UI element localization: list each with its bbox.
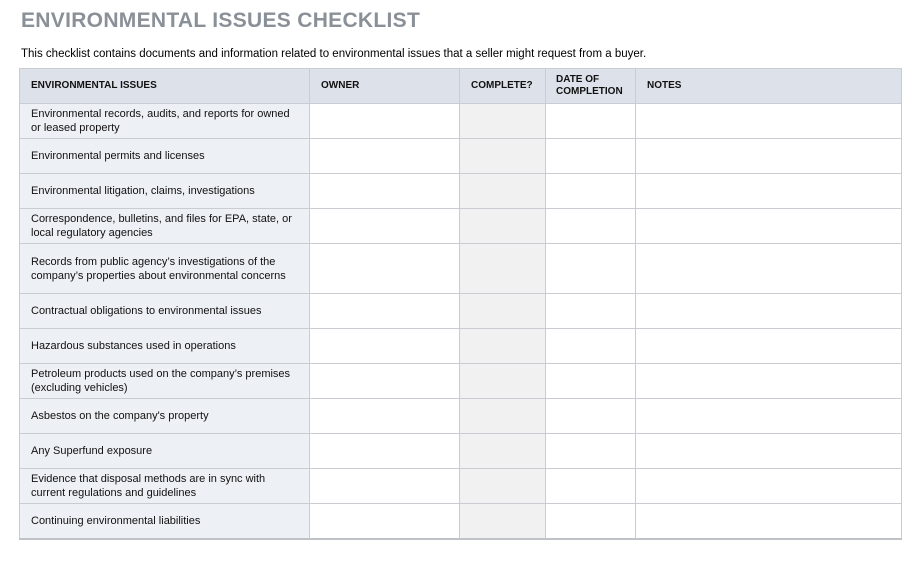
owner-cell[interactable]: [310, 399, 460, 434]
table-row: [20, 364, 902, 399]
date-cell[interactable]: [546, 504, 636, 539]
table-row: [20, 104, 902, 139]
table-row: [20, 469, 902, 504]
date-cell[interactable]: [546, 139, 636, 174]
notes-cell[interactable]: [636, 504, 902, 539]
table-row: [20, 399, 902, 434]
issue-cell: Environmental records, audits, and reports for owned or leased property: [20, 104, 310, 139]
date-cell[interactable]: [546, 399, 636, 434]
issue-cell: Environmental litigation, claims, investigations: [20, 174, 310, 209]
complete-cell[interactable]: [460, 434, 546, 469]
table-row: [20, 174, 902, 209]
date-cell[interactable]: [546, 244, 636, 294]
owner-cell[interactable]: [310, 329, 460, 364]
issue-cell: Any Superfund exposure: [20, 434, 310, 469]
complete-cell[interactable]: [460, 139, 546, 174]
issue-cell: Hazardous substances used in operations: [20, 329, 310, 364]
page-title: ENVIRONMENTAL ISSUES CHECKLIST: [21, 9, 421, 32]
complete-cell[interactable]: [460, 364, 546, 399]
owner-cell[interactable]: [310, 104, 460, 139]
table-header-row: [20, 69, 902, 104]
owner-cell[interactable]: [310, 469, 460, 504]
date-cell[interactable]: [546, 294, 636, 329]
column-header-complete: COMPLETE?: [460, 69, 546, 104]
issue-cell: Records from public agency’s investigations of the company’s properties about environmental concerns: [20, 244, 310, 294]
owner-cell[interactable]: [310, 364, 460, 399]
owner-cell[interactable]: [310, 209, 460, 244]
table-row: [20, 244, 902, 294]
complete-cell[interactable]: [460, 329, 546, 364]
issue-cell: Evidence that disposal methods are in sync with current regulations and guidelines: [20, 469, 310, 504]
owner-cell[interactable]: [310, 294, 460, 329]
notes-cell[interactable]: [636, 139, 902, 174]
issue-cell: Contractual obligations to environmental issues: [20, 294, 310, 329]
complete-cell[interactable]: [460, 294, 546, 329]
table-row: [20, 504, 902, 539]
issue-cell: Environmental permits and licenses: [20, 139, 310, 174]
complete-cell[interactable]: [460, 244, 546, 294]
complete-cell[interactable]: [460, 209, 546, 244]
owner-cell[interactable]: [310, 434, 460, 469]
issue-cell: Correspondence, bulletins, and files for EPA, state, or local regulatory agencies: [20, 209, 310, 244]
owner-cell[interactable]: [310, 139, 460, 174]
table-row: [20, 294, 902, 329]
date-cell[interactable]: [546, 104, 636, 139]
complete-cell[interactable]: [460, 469, 546, 504]
table-row: [20, 139, 902, 174]
column-header-date-line1: DATE OF: [556, 74, 600, 85]
column-header-date-of-completion: [546, 69, 636, 104]
notes-cell[interactable]: [636, 244, 902, 294]
owner-cell[interactable]: [310, 174, 460, 209]
page-description: This checklist contains documents and information related to environmental issues that a seller might request from a buyer.: [21, 48, 647, 60]
date-cell[interactable]: [546, 329, 636, 364]
notes-cell[interactable]: [636, 434, 902, 469]
notes-cell[interactable]: [636, 104, 902, 139]
table-row: [20, 329, 902, 364]
table-row: [20, 434, 902, 469]
notes-cell[interactable]: [636, 174, 902, 209]
complete-cell[interactable]: [460, 104, 546, 139]
column-header-owner: OWNER: [310, 69, 460, 104]
issue-cell: Petroleum products used on the company’s premises (excluding vehicles): [20, 364, 310, 399]
issue-cell: Asbestos on the company's property: [20, 399, 310, 434]
column-header-date-line2: COMPLETION: [556, 86, 623, 97]
notes-cell[interactable]: [636, 294, 902, 329]
date-cell[interactable]: [546, 469, 636, 504]
column-header-issues: ENVIRONMENTAL ISSUES: [20, 69, 310, 104]
issue-cell: Continuing environmental liabilities: [20, 504, 310, 539]
column-header-notes: NOTES: [636, 69, 902, 104]
notes-cell[interactable]: [636, 469, 902, 504]
notes-cell[interactable]: [636, 399, 902, 434]
date-cell[interactable]: [546, 209, 636, 244]
complete-cell[interactable]: [460, 399, 546, 434]
date-cell[interactable]: [546, 434, 636, 469]
table-row: [20, 209, 902, 244]
complete-cell[interactable]: [460, 174, 546, 209]
owner-cell[interactable]: [310, 504, 460, 539]
date-cell[interactable]: [546, 174, 636, 209]
notes-cell[interactable]: [636, 209, 902, 244]
notes-cell[interactable]: [636, 329, 902, 364]
owner-cell[interactable]: [310, 244, 460, 294]
notes-cell[interactable]: [636, 364, 902, 399]
complete-cell[interactable]: [460, 504, 546, 539]
date-cell[interactable]: [546, 364, 636, 399]
checklist-table: [19, 68, 902, 540]
